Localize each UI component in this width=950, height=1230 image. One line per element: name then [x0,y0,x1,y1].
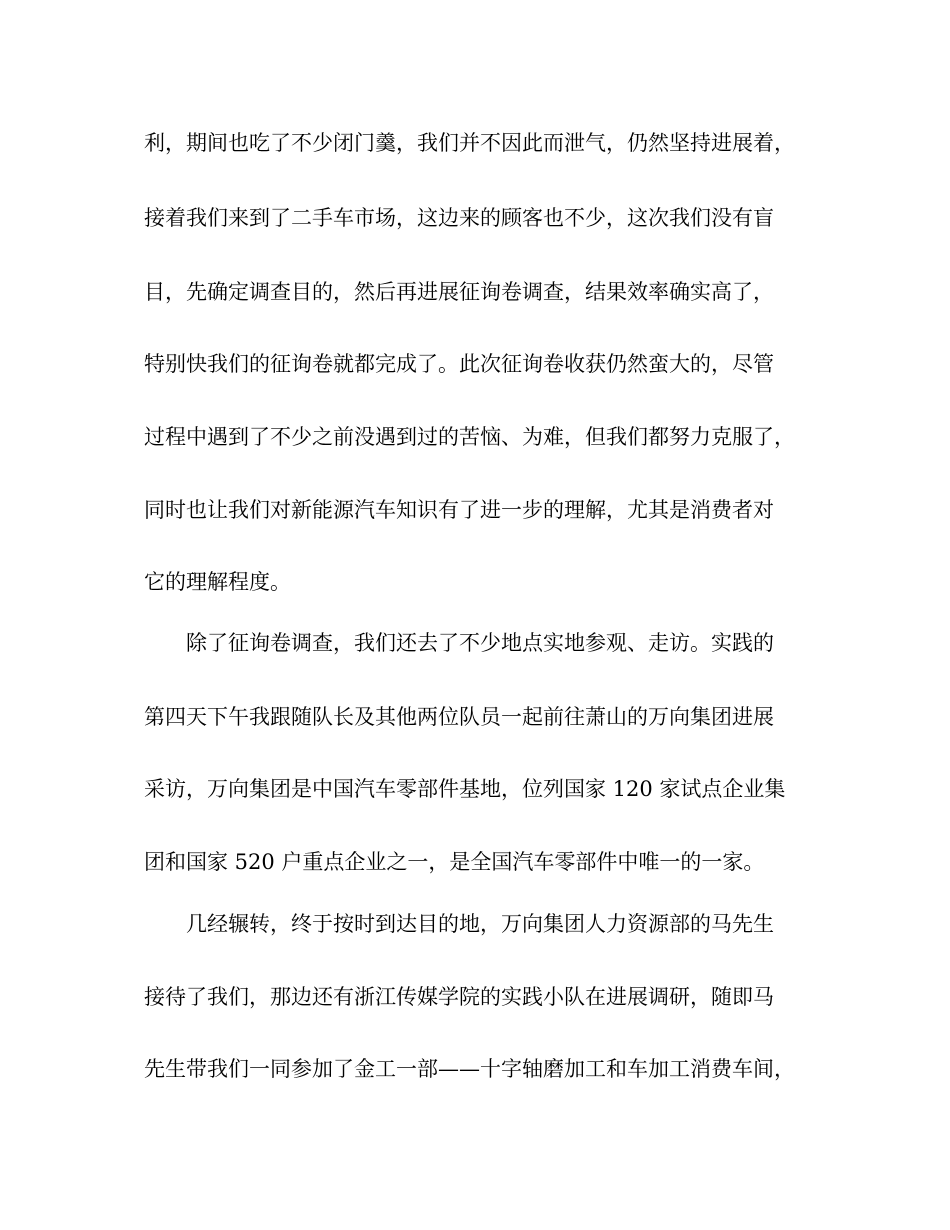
text-line-14: 先生带我们一同参加了金工一部——十字轴磨加工和车加工消费车间， [144,1057,795,1081]
paragraph-start-line-12: 几经辗转，终于按时到达目的地，万向集团人力资源部的马先生 [186,912,774,936]
text-line-11: 团和国家 520 户重点企业之一，是全国汽车零部件中唯一的一家。 [144,850,765,874]
text-line-13: 接待了我们，那边还有浙江传媒学院的实践小队在进展调研，随即马 [144,985,774,1009]
text-line-9: 第四天下午我跟随队长及其他两位队员一起前往萧山的万向集团进展 [144,705,774,729]
text-line-10: 采访，万向集团是中国汽车零部件基地，位列国家 120 家试点企业集 [144,777,786,801]
text-line-4: 特别快我们的征询卷就都完成了。此次征询卷收获仍然蛮大的，尽管 [144,352,774,376]
text-line-5: 过程中遇到了不少之前没遇到过的苦恼、为难，但我们都努力克服了， [144,425,795,449]
text-line-1: 利，期间也吃了不少闭门羹，我们并不因此而泄气，仍然坚持进展着， [144,131,795,155]
text-line-7: 它的理解程度。 [144,570,291,594]
text-line-3: 目，先确定调查目的，然后再进展征询卷调查，结果效率确实高了， [144,280,774,304]
paragraph-start-line-8: 除了征询卷调查，我们还去了不少地点实地参观、走访。实践的 [186,631,774,655]
text-line-6: 同时也让我们对新能源汽车知识有了进一步的理解，尤其是消费者对 [144,498,774,522]
text-line-2: 接着我们来到了二手车市场，这边来的顾客也不少，这次我们没有盲 [144,206,774,230]
